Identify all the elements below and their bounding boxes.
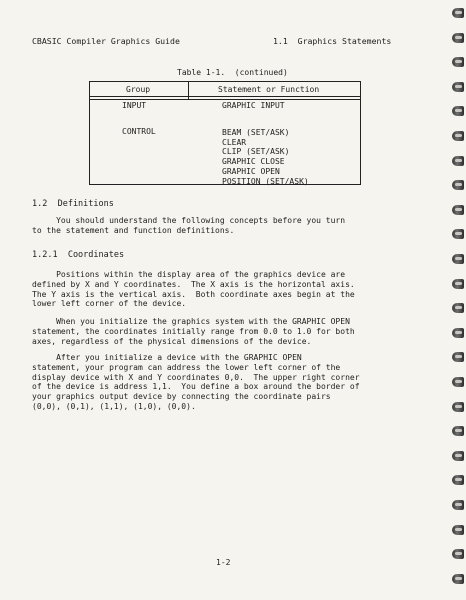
table-header-group: Group xyxy=(126,85,151,94)
table-header-rule xyxy=(90,96,360,97)
binding-ring xyxy=(452,574,464,584)
binding-ring xyxy=(452,106,464,116)
function-item: POSITION (SET/ASK) xyxy=(222,176,309,186)
table-row-functions xyxy=(222,101,285,111)
binding-ring xyxy=(452,156,464,166)
paragraph xyxy=(32,270,355,309)
function-item: GRAPHIC INPUT xyxy=(222,101,285,110)
function-item: GRAPHIC OPEN xyxy=(222,166,280,176)
paragraph-line: (0,0), (0,1), (1,1), (1,0), (0,0). xyxy=(32,401,196,411)
table-header-rule xyxy=(90,99,360,100)
paragraph-line: your graphics output device by connecting the coordinate pairs xyxy=(32,392,331,402)
function-item: GRAPHIC CLOSE xyxy=(222,157,285,167)
binding-ring xyxy=(452,500,464,510)
binding-ring xyxy=(452,279,464,289)
paragraph-line: lower left corner of the device. xyxy=(32,299,187,309)
page-number: 1-2 xyxy=(216,558,231,567)
binding-ring xyxy=(452,402,464,412)
table-caption: Table 1-1. (continued) xyxy=(177,68,288,77)
binding-ring xyxy=(452,549,464,559)
paragraph xyxy=(32,317,355,346)
table-header-function: Statement or Function xyxy=(218,85,320,94)
paragraph-line: statement, your program can address the lower left corner of the xyxy=(32,362,341,372)
paragraph-line: Positions within the display area of the graphics device are xyxy=(32,270,346,279)
table-row-group: CONTROL xyxy=(122,127,156,136)
paragraph-line: to the statement and function definitions. xyxy=(32,225,235,235)
function-item: CLIP (SET/ASK) xyxy=(222,147,290,157)
paragraph-line: defined by X and Y coordinates. The X axis is the horizontal axis. xyxy=(32,279,355,289)
spiral-binding xyxy=(446,0,466,600)
binding-ring xyxy=(452,33,464,43)
running-header-section: 1.1 Graphics Statements xyxy=(273,36,392,46)
paragraph-line: statement, the coordinates initially range from 0.0 to 1.0 for both xyxy=(32,326,355,336)
binding-ring xyxy=(452,377,464,387)
running-header-title: CBASIC Compiler Graphics Guide xyxy=(32,36,180,46)
subsection-heading: 1.2.1 Coordinates xyxy=(32,250,125,260)
binding-ring xyxy=(452,82,464,92)
binding-ring xyxy=(452,57,464,67)
table-row-group: INPUT xyxy=(122,101,147,110)
binding-ring xyxy=(452,352,464,362)
binding-ring xyxy=(452,131,464,141)
table-row-functions xyxy=(222,128,309,186)
binding-ring xyxy=(452,229,464,239)
paragraph xyxy=(32,216,345,236)
section-heading: 1.2 Definitions xyxy=(32,199,114,209)
binding-ring xyxy=(452,254,464,264)
binding-ring xyxy=(452,475,464,485)
binding-ring xyxy=(452,180,464,190)
paragraph-line: When you initialize the graphics system with the GRAPHIC OPEN xyxy=(32,317,350,326)
binding-ring xyxy=(452,451,464,461)
function-item: BEAM (SET/ASK) xyxy=(222,128,290,137)
paragraph-line: axes, regardless of the physical dimensions of the device. xyxy=(32,336,312,346)
binding-ring xyxy=(452,8,464,18)
binding-ring xyxy=(452,426,464,436)
paragraph-line: of the device is address 1,1. You define a box around the border of xyxy=(32,382,360,392)
function-item: CLEAR xyxy=(222,137,247,147)
paragraph xyxy=(32,353,360,412)
paragraph-line: After you initialize a device with the GRAPHIC OPEN xyxy=(32,353,302,362)
paragraph-line: display device with X and Y coordinates 0,0. The upper right corner xyxy=(32,372,360,382)
binding-ring xyxy=(452,303,464,313)
binding-ring xyxy=(452,525,464,535)
binding-ring xyxy=(452,205,464,215)
paragraph-line: The Y axis is the vertical axis. Both coordinate axes begin at the xyxy=(32,289,355,299)
binding-ring xyxy=(452,328,464,338)
paragraph-line: You should understand the following concepts before you turn xyxy=(32,216,346,225)
